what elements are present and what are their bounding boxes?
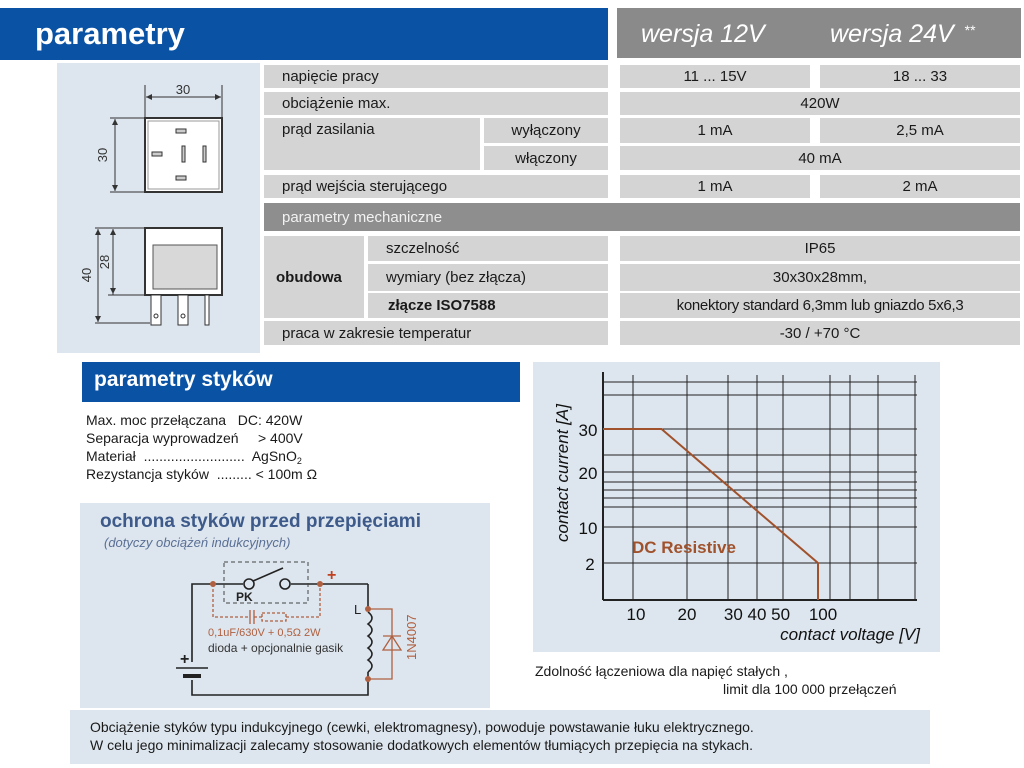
page-title: parametry [35, 16, 185, 51]
x-tick: 100 [808, 605, 838, 624]
cell-both: -30 / +70 °C [620, 321, 1020, 345]
cell-both: konektory standard 6,3mm lub gniazdo 5x6,3 [620, 293, 1020, 318]
sub-label: złącze ISO7588 [368, 293, 608, 318]
cell-both: 420W [620, 92, 1020, 115]
x-tick: 30 40 50 [723, 605, 791, 624]
y-tick: 10 [578, 519, 598, 538]
diode-label: 1N4007 [404, 614, 419, 660]
protection-circuit [170, 555, 430, 700]
cell-12v: 1 mA [620, 175, 810, 198]
y-axis-label: contact current [A] [553, 404, 572, 542]
protection-title: ochrona styków przed przepięciami [100, 511, 421, 532]
protection-note: dioda + opcjonalnie gasik [208, 641, 344, 655]
spec-line: Separacja wyprowadzeń > 400V [86, 430, 303, 446]
switching-capacity-chart [540, 365, 930, 650]
contacts-header [82, 362, 520, 402]
footer-line: Obciążenie styków typu indukcyjnego (cewki, elektromagnesy), powoduje powstawanie łuku elektrycznego. [90, 719, 754, 735]
relay-drawing [80, 80, 230, 335]
dim-top-width: 30 [175, 82, 191, 97]
cell-24v: 2 mA [820, 175, 1020, 198]
dim-top-height: 30 [95, 147, 110, 163]
x-axis-label: contact voltage [V] [780, 625, 920, 644]
row-label: napięcie pracy [264, 65, 608, 88]
x-tick: 10 [626, 605, 646, 624]
version-24v-mark: ** [964, 22, 975, 38]
cell-12v: 1 mA [620, 118, 810, 143]
footer-note-panel [70, 710, 930, 764]
y-tick: 20 [578, 464, 598, 483]
coil-label: L [354, 602, 362, 617]
row-label: praca w zakresie temperatur [264, 321, 608, 345]
switch-label: PK [236, 590, 253, 604]
sub-label-on: włączony [484, 146, 608, 170]
cell-24v: 2,5 mA [820, 118, 1020, 143]
spec-line: Max. moc przełączana DC: 420W [86, 412, 303, 428]
y-tick: 30 [578, 421, 598, 440]
chart-caption-line: limit dla 100 000 przełączeń [723, 681, 897, 697]
housing-label: obudowa [264, 236, 364, 318]
sub-label: wymiary (bez złącza) [368, 264, 608, 291]
row-label: obciążenie max. [264, 92, 608, 115]
spec-line: Materiał .......................... AgSnO$_2$ [86, 448, 302, 466]
dim-side-total: 40 [79, 267, 94, 283]
cell-both: 30x30x28mm, [620, 264, 1020, 291]
version-header [617, 8, 1021, 58]
footer-line: W celu jego minimalizacji zalecamy stosowanie dodatkowych elementów tłumiących przepięcia na stykach. [90, 737, 753, 753]
dim-side-body: 28 [97, 254, 112, 270]
sub-label-off: wyłączony [484, 118, 608, 143]
version-12v: wersja 12V [641, 20, 765, 48]
contacts-specs [86, 411, 317, 483]
spec-line: Rezystancja styków ......... < 100m Ω [86, 466, 318, 482]
cell-12v: 11 ... 15V [620, 65, 810, 88]
contacts-title: parametry styków [94, 368, 273, 391]
plus-sign: + [327, 567, 337, 584]
cell-both: 40 mA [620, 146, 1020, 170]
mech-header: parametry mechaniczne [264, 203, 1020, 231]
cell-both: IP65 [620, 236, 1020, 261]
chart-annotation: DC Resistive [632, 538, 736, 557]
battery-plus: + [180, 651, 190, 668]
snubber-label: 0,1uF/630V + 0,5Ω 2W [208, 627, 321, 639]
sub-label: szczelność [368, 236, 608, 261]
section-header [0, 8, 608, 60]
version-24v: wersja 24V [830, 20, 954, 48]
cell-24v: 18 ... 33 [820, 65, 1020, 88]
chart-caption-line: Zdolność łączeniowa dla napięć stałych , [535, 663, 788, 679]
x-tick: 20 [677, 605, 697, 624]
protection-subtitle: (dotyczy obciążeń indukcyjnych) [104, 535, 291, 550]
row-label: prąd zasilania [264, 118, 480, 170]
row-label: prąd wejścia sterującego [264, 175, 608, 198]
y-tick: 2 [585, 555, 595, 574]
